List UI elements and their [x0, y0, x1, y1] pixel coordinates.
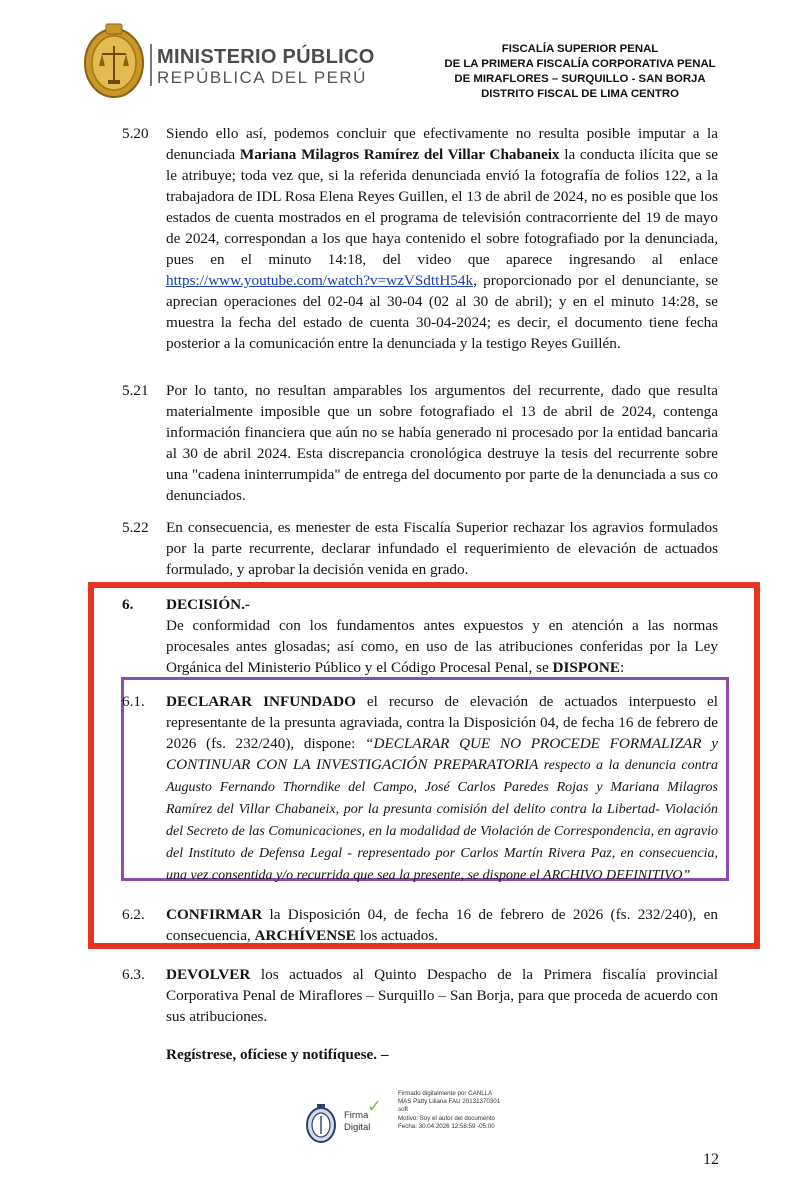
quoted-decision: “DECLARAR QUE NO PROCEDE FORMALIZAR y CONTINUAR CON LA INVESTIGACIÓN PREPARATORIA: [166, 735, 718, 773]
digital-signature-seal-icon: [305, 1102, 337, 1144]
paragraph-6-3: [166, 964, 718, 1027]
text: la conducta ilícita que se le atribuye; toda vez que, si la referida denunciada envió la fotografía de folios 122, a la trabajadora de IDL Rosa Elena Reyes Guillen, el 13 de abril de 2024, no es posible que los estados de cuenta mostrados en el programa de televisión contracorriente del 19 de mayo de 2024, correspondan a los que haya contenido el sobre fotografiado por la denunciada, pues en el minuto 14:18, del video que aparece ingresando al enlace: [166, 146, 718, 268]
section-number: 5.22: [122, 519, 149, 536]
digital-label: Digital: [344, 1122, 371, 1133]
paragraph-5-22: En consecuencia, es menester de esta Fiscalía Superior rechazar los agravios formulados por la parte recurrente, declarar infundado el requerimiento de elevación de actuados formulado, y aprobar la decisión venida en grado.: [166, 519, 718, 578]
text: los actuados.: [355, 927, 439, 944]
ministry-name: MINISTERIO PÚBLICO: [157, 46, 375, 68]
section-number: 5.21: [122, 382, 149, 399]
closing-line: Regístrese, ofíciese y notifíquese. –: [166, 1046, 389, 1063]
defendant-name: Mariana Milagros Ramírez del Villar Chabaneix: [239, 146, 560, 163]
signature-details: [398, 1090, 500, 1131]
paragraph-6-2: [166, 904, 718, 946]
office-line: DISTRITO FISCAL DE LIMA CENTRO: [481, 88, 679, 100]
section-number: 6.3.: [122, 966, 145, 983]
section-number: 5.20: [122, 125, 149, 142]
decision-block: [166, 594, 718, 678]
bold-verb: ARCHÍVENSE: [254, 927, 356, 944]
signature-line: Motivo: Soy el autor del documento: [398, 1114, 495, 1122]
section-number: 6.2.: [122, 906, 145, 923]
signature-line: Fecha: 30.04.2026 12:58:59 -05:00: [398, 1122, 495, 1130]
paragraph-5-20: [166, 123, 718, 354]
dispone-word: DISPONE: [552, 659, 621, 676]
text: , proporcionado por el denunciante, se aprecian operaciones del 02-04 al 30-04 (02 al 30 de abril); y en el minuto 14:28, se muestra la fecha del estado de cuenta 30-04-2024; es decir, el documento tiene fecha posterior a la comunicación entre la denunciada y la testigo Reyes Guillén.: [166, 272, 718, 352]
section-number: 6.: [122, 596, 134, 613]
text: los actuados al Quinto Despacho de la Primera fiscalía provincial Corporativa Penal de Miraflores – Surquillo – San Borja, para que proceda de acuerdo con sus atribuciones.: [166, 966, 718, 1025]
text: la Disposición 04, de fecha 16 de febrero de 2026 (fs. 232/240), en consecuencia,: [166, 906, 718, 944]
checkmark-icon: ✓: [367, 1096, 383, 1117]
section-number: 6.1.: [122, 693, 145, 710]
bold-verb: DEVOLVER: [166, 966, 251, 983]
text: Siendo ello así, podemos concluir que efectivamente no resulta posible imputar a la denunciada: [166, 125, 718, 163]
text: :: [620, 659, 625, 676]
page-number: 12: [703, 1151, 719, 1168]
decision-title: DECISIÓN.-: [166, 596, 250, 613]
office-heading: [430, 42, 730, 102]
office-line: DE MIRAFLORES – SURQUILLO - SAN BORJA: [454, 73, 706, 85]
signature-line: MAS Patty Liliana FAU 20131370301: [398, 1098, 501, 1106]
office-line: DE LA PRIMERA FISCALÍA CORPORATIVA PENAL: [444, 58, 716, 70]
youtube-link[interactable]: https://www.youtube.com/watch?v=wzVSdttH54k: [166, 272, 474, 289]
office-line: FISCALÍA SUPERIOR PENAL: [501, 43, 659, 55]
bold-verb: CONFIRMAR: [166, 906, 263, 923]
firma-label: Firma: [344, 1110, 369, 1121]
ministry-name-block: [157, 46, 375, 88]
text: De conformidad con los fundamentos antes expuestos y en atención a las normas procesales antes glosadas; así como, en uso de las atribuciones conferidas por la Ley Orgánica del Ministerio Público y el Código Procesal Penal, se: [166, 617, 718, 676]
header-divider: [150, 44, 152, 86]
paragraph-6-1: [166, 691, 718, 886]
ministerio-publico-seal-icon: [82, 22, 146, 100]
text: el recurso de elevación de actuados interpuesto el representante de la presunta agraviada, contra la Disposición 04, de fecha 16 de febrero de 2026 (fs. 232/240), dispone:: [166, 693, 718, 752]
signature-line: soft: [398, 1106, 408, 1114]
quoted-decision-detail: respecto a la denuncia contra Augusto Fernando Thorndike del Campo, José Carlos Paredes Rojas y Mariana Milagros Ramírez del Villar Chabaneix, por la presunta comisión del delito contra la Libertad- Violación del Secreto de las Comunicaciones, en la modalidad de Violación de Correspondencia, en agravio del Instituto de Defensa Legal - representado por Carlos Martín Rivera Paz, en consecuencia, una vez consentida y/o recurrida que sea la presente, se dispone el ARCHIVO DEFINITIVO”: [166, 758, 718, 883]
paragraph-5-21: Por lo tanto, no resultan amparables los argumentos del recurrente, dado que resulta materialmente imposible que un sobre fotografiado el 13 de abril de 2024, contenga información financiera que aún no se había generado ni procesado por la entidad bancaria al 30 de abril 2024. Esta discrepancia cronológica destruye la tesis del recurrente sobre una "cadena ininterrumpida" de entrega del documento por parte de la denunciada a sus co denunciados.: [166, 382, 718, 504]
bold-verb: DECLARAR INFUNDADO: [166, 693, 356, 710]
republic-name: REPÚBLICA DEL PERÚ: [157, 68, 367, 87]
signature-line: Firmado digitalmente por CANLLA: [398, 1090, 493, 1097]
